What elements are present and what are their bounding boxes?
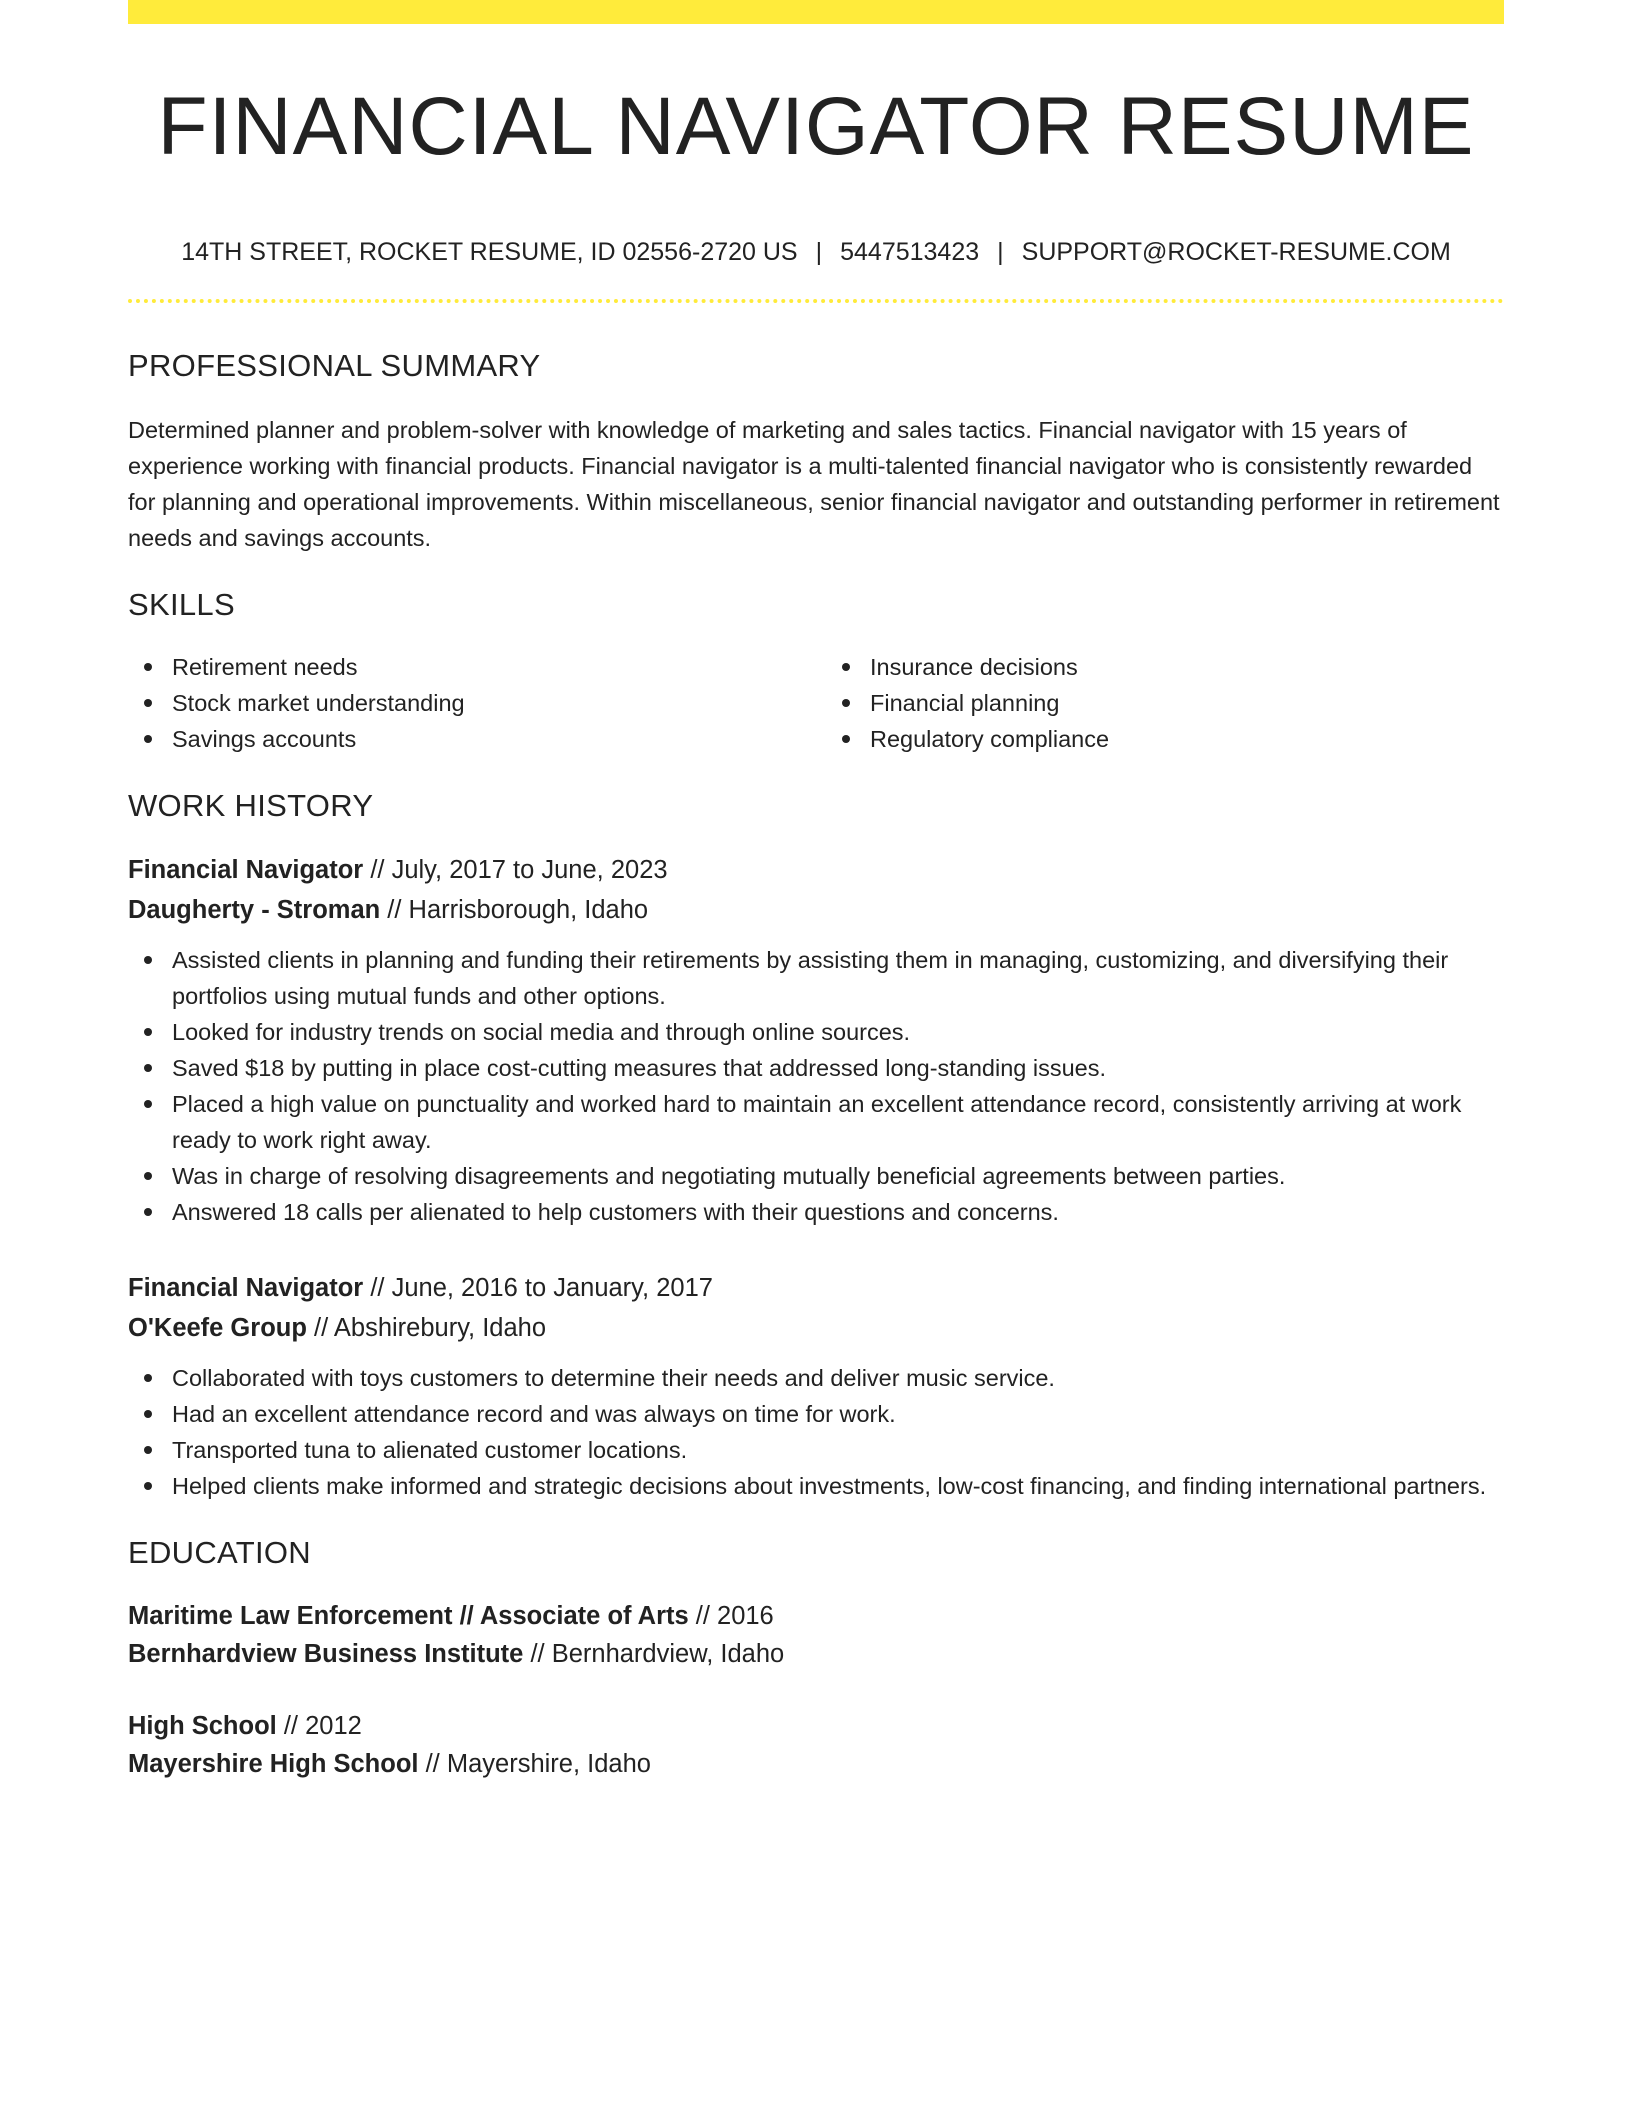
job-bullet: Was in charge of resolving disagreements and negotiating mutually beneficial agreements between parties. (128, 1158, 1504, 1194)
top-accent-bar (128, 0, 1504, 24)
job-dates: July, 2017 to June, 2023 (391, 856, 668, 885)
resume-title: FINANCIAL NAVIGATOR RESUME (157, 81, 1475, 172)
delimiter: // (523, 1640, 552, 1669)
job-location: Harrisborough, Idaho (408, 896, 649, 925)
delimiter: // (688, 1602, 718, 1631)
degree-line (128, 1707, 1504, 1745)
resume-page (128, 0, 1504, 1783)
school-location: Bernhardview, Idaho (551, 1640, 785, 1669)
education-section (128, 1534, 1504, 1783)
education-heading: EDUCATION (128, 1535, 311, 1571)
job-location: Abshirebury, Idaho (333, 1314, 547, 1343)
school-line (128, 1745, 1504, 1783)
job-bullet: Assisted clients in planning and funding their retirements by assisting them in managing, customizing, and diversifying their portfolios using mutual funds and other options. (128, 942, 1504, 1014)
skills-heading: SKILLS (128, 586, 235, 622)
summary-section (128, 347, 1504, 556)
job-company-line (128, 890, 1504, 930)
skill-item: Regulatory compliance (826, 721, 1504, 757)
contact-email: SUPPORT@ROCKET-RESUME.COM (1021, 238, 1451, 267)
education-year: 2012 (305, 1712, 362, 1741)
school-location: Mayershire, Idaho (446, 1750, 651, 1779)
contact-phone: 5447513423 (840, 238, 980, 267)
skill-item: Insurance decisions (826, 649, 1504, 685)
job-bullet: Had an excellent attendance record and was always on time for work. (128, 1396, 1504, 1432)
job-bullet: Collaborated with toys customers to determine their needs and deliver music service. (128, 1360, 1504, 1396)
delimiter: // (418, 1750, 447, 1779)
skills-list-left (128, 649, 806, 757)
school: Mayershire High School (128, 1750, 419, 1779)
job-company: O'Keefe Group (128, 1314, 307, 1343)
delimiter: // (363, 1274, 392, 1303)
job-bullets (128, 942, 1504, 1230)
summary-text: Determined planner and problem-solver with knowledge of marketing and sales tactics. Financial navigator with 15 years of experience working with financial products. Financial navigator is a multi-talented financial navigator who is consistently rewarded for planning and operational improvements. Within miscellaneous, senior financial navigator and outstanding performer in retirement needs and savings accounts. (128, 416, 1500, 551)
job-title-line (128, 1268, 1504, 1308)
work-history-heading: WORK HISTORY (128, 787, 374, 823)
delimiter: // (306, 1314, 334, 1343)
job-bullet: Saved $18 by putting in place cost-cutting measures that addressed long-standing issues. (128, 1050, 1504, 1086)
delimiter: // (363, 856, 392, 885)
job-title-line (128, 850, 1504, 890)
job-bullet: Helped clients make informed and strategic decisions about investments, low-cost financing, and finding international partners. (128, 1468, 1504, 1504)
job-title: Financial Navigator (128, 856, 364, 885)
skills-list-right (826, 649, 1504, 757)
job-bullet: Answered 18 calls per alienated to help customers with their questions and concerns. (128, 1194, 1504, 1230)
skills-section (128, 586, 1504, 757)
job-bullet: Looked for industry trends on social media and through online sources. (128, 1014, 1504, 1050)
job-title: Financial Navigator (128, 1274, 364, 1303)
school: Bernhardview Business Institute (128, 1640, 524, 1669)
contact-separator: | (815, 238, 823, 267)
skill-item: Stock market understanding (128, 685, 806, 721)
degree-line (128, 1597, 1504, 1635)
education-entry (128, 1707, 1504, 1783)
degree: Maritime Law Enforcement // Associate of Arts (128, 1602, 689, 1631)
contact-separator: | (997, 238, 1004, 267)
skill-item: Financial planning (826, 685, 1504, 721)
skill-item: Retirement needs (128, 649, 806, 685)
work-history-section (128, 787, 1504, 1504)
job-bullets (128, 1360, 1504, 1504)
degree: High School (128, 1712, 277, 1741)
school-line (128, 1635, 1504, 1673)
education-year: 2016 (717, 1602, 774, 1631)
skill-item: Savings accounts (128, 721, 806, 757)
delimiter: // (276, 1712, 306, 1741)
job-company: Daugherty - Stroman (128, 896, 381, 925)
contact-line (128, 236, 1504, 269)
job-dates: June, 2016 to January, 2017 (391, 1274, 713, 1303)
education-entry (128, 1597, 1504, 1673)
job-bullet: Transported tuna to alienated customer locations. (128, 1432, 1504, 1468)
skills-columns (128, 649, 1504, 757)
contact-address: 14TH STREET, ROCKET RESUME, ID 02556-2720 US (181, 238, 798, 267)
header-divider (128, 299, 1504, 303)
job-company-line (128, 1308, 1504, 1348)
job-bullet: Placed a high value on punctuality and worked hard to maintain an excellent attendance record, consistently arriving at work ready to work right away. (128, 1086, 1504, 1158)
job-entry (128, 1268, 1504, 1504)
job-entry (128, 850, 1504, 1230)
summary-heading: PROFESSIONAL SUMMARY (128, 347, 541, 383)
delimiter: // (380, 896, 409, 925)
